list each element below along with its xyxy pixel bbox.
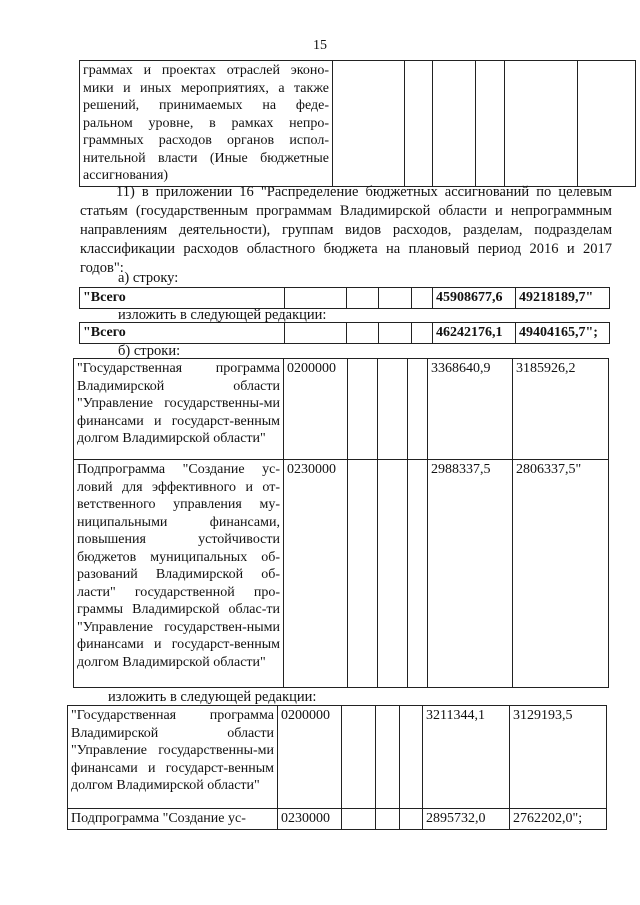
total-label: "Всего [80,288,285,309]
amount-2017: 3129193,5 [510,706,607,809]
replace-label-1: изложить в следующей редакции: [118,307,327,323]
row-description: граммах и проектах отраслей эконо-мики и иных мероприятиях, а также решений, принимаемых на феде-ральном уровне, в рамках непро-граммных расходов органов испол-нительной власти (Иные бюджетные ассигнования) [80,61,333,187]
total-2016: 46242176,1 [433,323,516,344]
amount-2016: 2895732,0 [423,809,510,830]
program-description: "Государственная программа Владимирской области "Управление государственны-ми финансами и государст-венным долгом Владимирской области" [74,359,284,460]
total-new-table [79,322,610,344]
continuation-table [79,60,636,187]
label-a: а) строку: [118,270,179,286]
program-description: "Государственная программа Владимирской области "Управление государственны-ми финансами и государст-венным долгом Владимирской области" [68,706,278,809]
new-rows-table [67,705,607,830]
total-2017: 49404165,7"; [516,323,610,344]
amount-2017: 3185926,2 [513,359,609,460]
target-code: 0200000 [278,706,342,809]
replace-label-2: изложить в следующей редакции: [108,689,317,705]
subprogram-description: Подпрограмма "Создание ус- [68,809,278,830]
total-2017: 49218189,7" [516,288,610,309]
amount-2016: 3368640,9 [428,359,513,460]
target-code: 0200000 [284,359,348,460]
old-rows-table [73,358,609,688]
amount-2016: 2988337,5 [428,460,513,688]
item-11-paragraph: 11) в приложении 16 "Распределение бюджетных ассигнований по целевым статьям (государственным программам Владимирской области и непрограммным направлениям деятельности), группам видов расходов, разделам, подразделам классификации расходов областного бюджета на плановый период 2016 и 2017 годов": [80,184,612,276]
target-code: 0230000 [278,809,342,830]
subprogram-description: Подпрограмма "Создание ус-ловий для эффективного и от-ветственного управления му-ниципальными финансами, повышения устойчивости бюджетов муниципальных об-разований Владимирской об-ласти" государственной про-граммы Владимирской облас-ти "Управление государствен-ными финансами и государст-венным долгом Владимирской области" [74,460,284,688]
label-b: б) строки: [118,343,181,359]
total-old-table [79,287,610,309]
amount-2016: 3211344,1 [423,706,510,809]
amount-2017: 2762202,0"; [510,809,607,830]
target-code: 0230000 [284,460,348,688]
page-number: 15 [313,38,327,53]
amount-2017: 2806337,5" [513,460,609,688]
total-label: "Всего [80,323,285,344]
total-2016: 45908677,6 [433,288,516,309]
